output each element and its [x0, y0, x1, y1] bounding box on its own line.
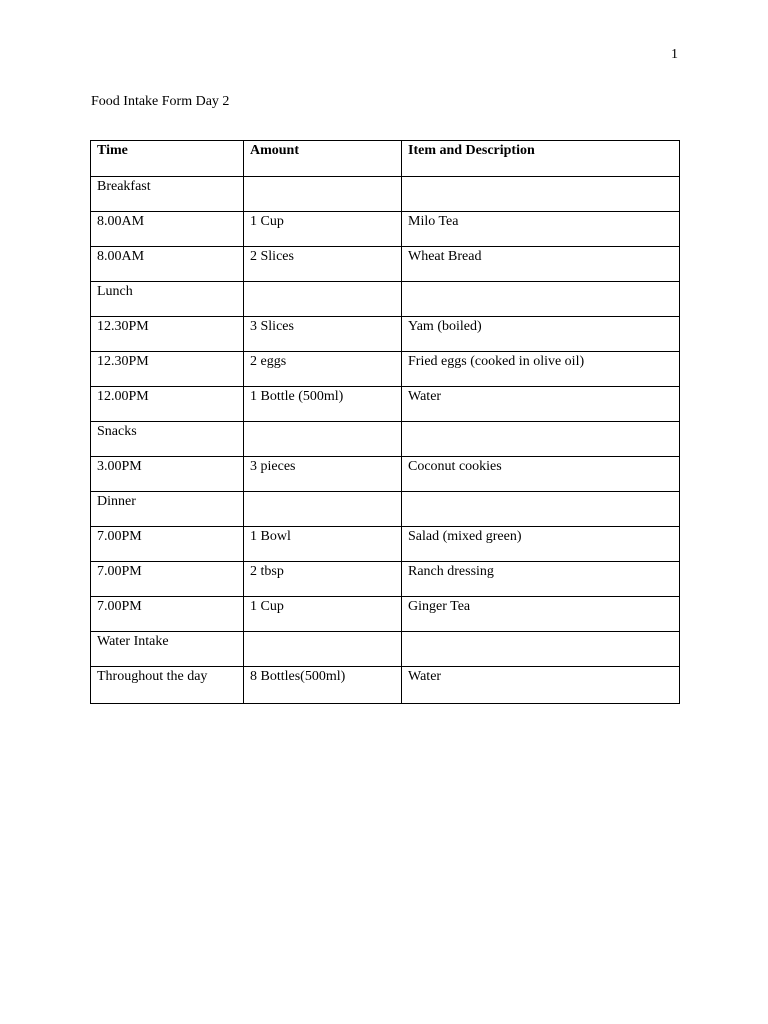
cell-amount: 1 Bowl: [244, 527, 402, 562]
column-header-time: Time: [91, 141, 244, 177]
cell-item: Salad (mixed green): [402, 527, 680, 562]
cell-amount: 2 tbsp: [244, 562, 402, 597]
cell-time: Snacks: [91, 422, 244, 457]
cell-item: Yam (boiled): [402, 317, 680, 352]
cell-amount: [244, 492, 402, 527]
cell-item: Water: [402, 387, 680, 422]
table-row: [91, 317, 680, 352]
cell-time: Throughout the day: [91, 667, 244, 704]
cell-time: 7.00PM: [91, 597, 244, 632]
cell-amount: 3 pieces: [244, 457, 402, 492]
cell-item: [402, 422, 680, 457]
cell-time: 12.00PM: [91, 387, 244, 422]
cell-amount: [244, 282, 402, 317]
table-row: [91, 457, 680, 492]
cell-time: 3.00PM: [91, 457, 244, 492]
cell-amount: 1 Cup: [244, 212, 402, 247]
table-row: [91, 632, 680, 667]
table-row: [91, 212, 680, 247]
table-header-row: [91, 141, 680, 177]
cell-time: Breakfast: [91, 177, 244, 212]
table-row: [91, 422, 680, 457]
page-number: 1: [671, 47, 678, 62]
cell-amount: 2 eggs: [244, 352, 402, 387]
column-header-item: Item and Description: [402, 141, 680, 177]
cell-amount: 2 Slices: [244, 247, 402, 282]
document-title: Food Intake Form Day 2: [91, 94, 230, 109]
table-row: [91, 282, 680, 317]
cell-amount: 1 Bottle (500ml): [244, 387, 402, 422]
cell-amount: 8 Bottles(500ml): [244, 667, 402, 704]
cell-item: [402, 492, 680, 527]
table-row: [91, 562, 680, 597]
cell-time: 12.30PM: [91, 317, 244, 352]
cell-time: 12.30PM: [91, 352, 244, 387]
food-intake-table: [90, 140, 680, 704]
cell-time: 8.00AM: [91, 212, 244, 247]
table-row: [91, 387, 680, 422]
cell-amount: 3 Slices: [244, 317, 402, 352]
table-row: [91, 527, 680, 562]
cell-item: [402, 282, 680, 317]
cell-time: Lunch: [91, 282, 244, 317]
cell-item: Ginger Tea: [402, 597, 680, 632]
cell-amount: [244, 632, 402, 667]
cell-item: Water: [402, 667, 680, 704]
table-row: [91, 667, 680, 704]
table-row: [91, 597, 680, 632]
cell-time: 7.00PM: [91, 562, 244, 597]
cell-time: Dinner: [91, 492, 244, 527]
cell-amount: 1 Cup: [244, 597, 402, 632]
cell-item: [402, 177, 680, 212]
cell-time: 7.00PM: [91, 527, 244, 562]
table-row: [91, 352, 680, 387]
cell-item: Wheat Bread: [402, 247, 680, 282]
cell-item: Coconut cookies: [402, 457, 680, 492]
table-row: [91, 177, 680, 212]
cell-item: Fried eggs (cooked in olive oil): [402, 352, 680, 387]
cell-time: Water Intake: [91, 632, 244, 667]
cell-item: Milo Tea: [402, 212, 680, 247]
cell-amount: [244, 422, 402, 457]
cell-item: Ranch dressing: [402, 562, 680, 597]
cell-time: 8.00AM: [91, 247, 244, 282]
table-row: [91, 492, 680, 527]
column-header-amount: Amount: [244, 141, 402, 177]
cell-amount: [244, 177, 402, 212]
cell-item: [402, 632, 680, 667]
table-row: [91, 247, 680, 282]
